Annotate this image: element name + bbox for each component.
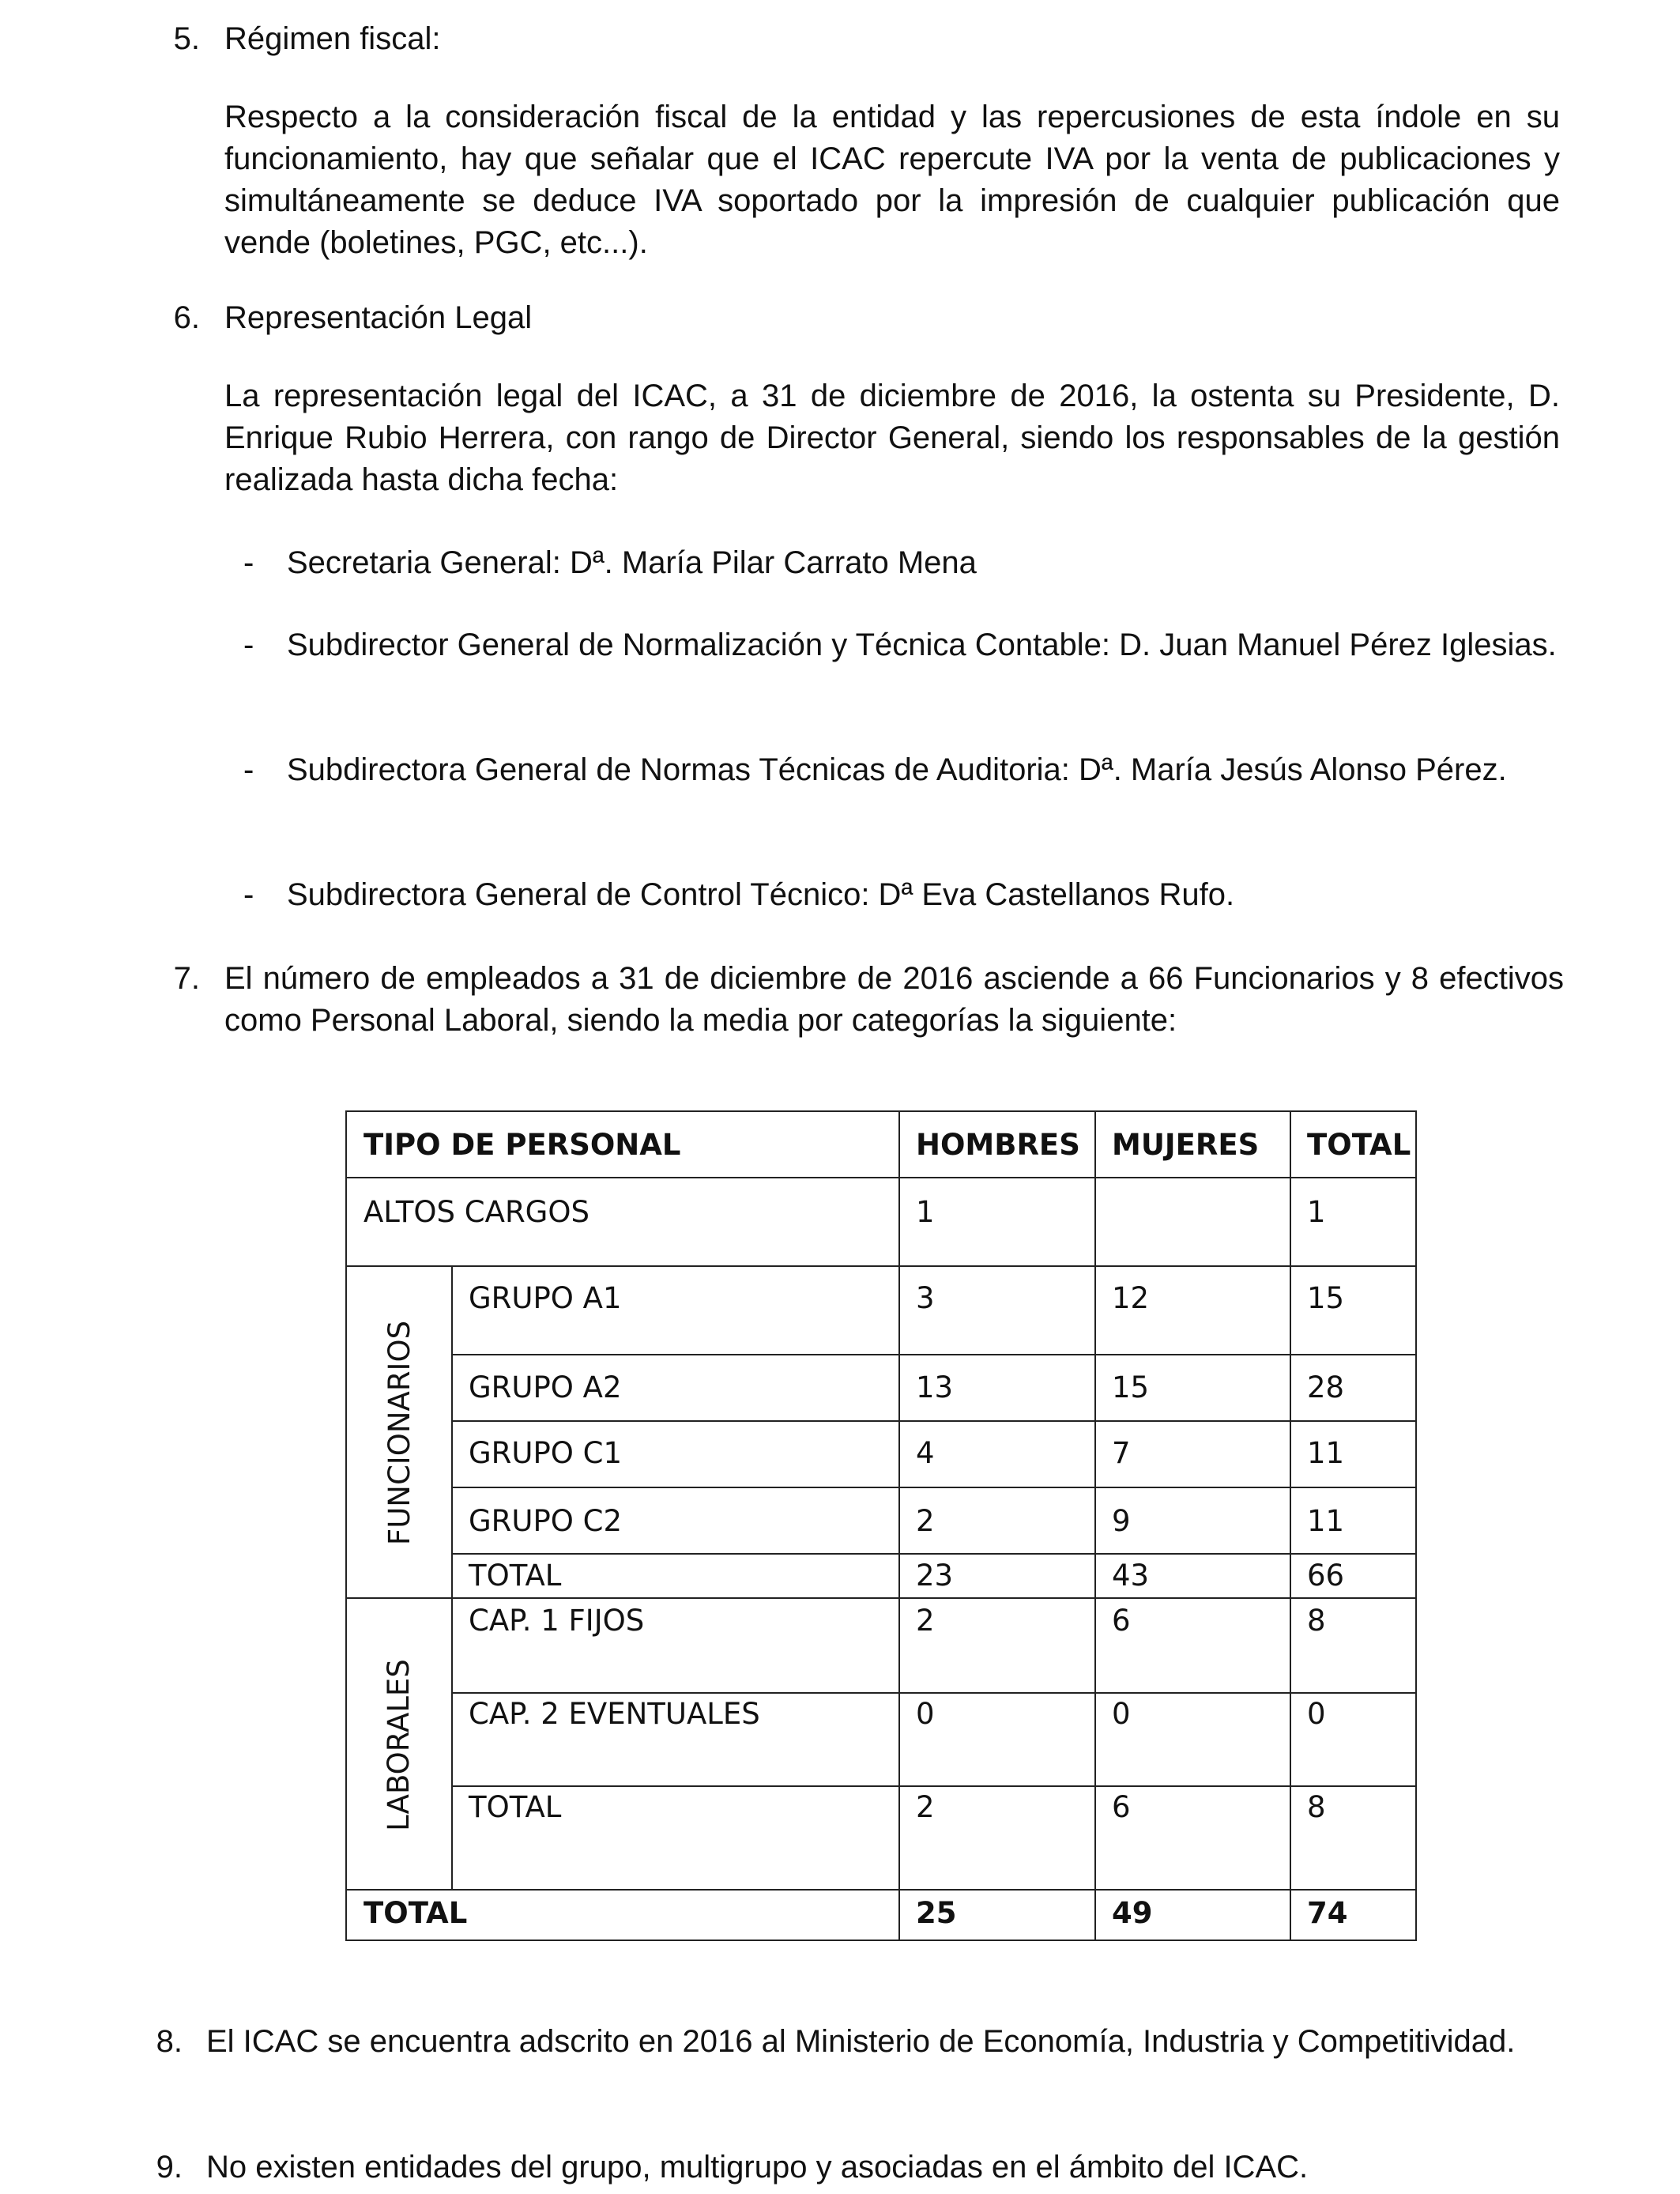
cell-hombres: 2 [916, 1604, 935, 1638]
grand-total-label: TOTAL [363, 1896, 468, 1930]
bullet-dash: - [243, 628, 254, 662]
item-5-number: 5. [173, 21, 200, 56]
bullet-item: Secretaria General: Dª. María Pilar Carrato Mena [287, 545, 977, 580]
row-label: TOTAL [469, 1790, 562, 1824]
cell-mujeres: 9 [1112, 1504, 1131, 1538]
cell-total: 0 [1307, 1697, 1326, 1731]
row-label: GRUPO A2 [469, 1370, 622, 1404]
cell-hombres: 4 [916, 1436, 935, 1470]
cell-hombres: 23 [916, 1559, 954, 1593]
row-label: GRUPO C1 [469, 1436, 623, 1470]
cell-hombres: 0 [916, 1697, 935, 1731]
grand-total-total: 74 [1307, 1896, 1348, 1930]
cell-hombres: 2 [916, 1504, 935, 1538]
bullet-item: Subdirector General de Normalización y Técnica Contable: D. Juan Manuel Pérez Iglesias. [287, 628, 1557, 662]
staff-table [345, 1110, 1417, 1941]
cell-total: 11 [1307, 1436, 1345, 1470]
item-6-number: 6. [173, 300, 200, 335]
cell-hombres: 1 [916, 1195, 935, 1229]
bullet-dash: - [243, 752, 254, 787]
row-label: TOTAL [469, 1559, 562, 1593]
cell-mujeres: 0 [1112, 1697, 1131, 1731]
row-label: ALTOS CARGOS [363, 1195, 590, 1229]
cell-total: 11 [1307, 1504, 1345, 1538]
cell-hombres: 13 [916, 1370, 954, 1404]
item-7-paragraph: El número de empleados a 31 de diciembre de 2016 asciende a 66 Funcionarios y 8 efectivos como Personal Laboral, siendo la media por categorías la siguiente: [224, 961, 1564, 1038]
item-6-title: Representación Legal [224, 300, 533, 335]
cell-mujeres: 43 [1112, 1559, 1150, 1593]
grand-total-mujeres: 49 [1112, 1896, 1153, 1930]
cell-total: 28 [1307, 1370, 1345, 1404]
grand-total-hombres: 25 [916, 1896, 957, 1930]
item-5-title: Régimen fiscal: [224, 21, 441, 56]
cell-hombres: 2 [916, 1790, 935, 1824]
header-tipo: TIPO DE PERSONAL [363, 1128, 681, 1162]
cell-mujeres: 6 [1112, 1790, 1131, 1824]
bullet-item: Subdirectora General de Normas Técnicas de Auditoria: Dª. María Jesús Alonso Pérez. [287, 752, 1507, 787]
item-6-paragraph: La representación legal del ICAC, a 31 de diciembre de 2016, la ostenta su Presidente, D. Enrique Rubio Herrera, con rango de Director General, siendo los responsables de la gestión realizada hasta dicha fecha: [224, 379, 1560, 497]
cell-total: 8 [1307, 1790, 1326, 1824]
cell-mujeres: 7 [1112, 1436, 1131, 1470]
item-9-paragraph: No existen entidades del grupo, multigrupo y asociadas en el ámbito del ICAC. [206, 2150, 1309, 2185]
row-label: CAP. 2 EVENTUALES [469, 1697, 760, 1731]
cell-mujeres: 12 [1112, 1281, 1150, 1315]
cell-total: 15 [1307, 1281, 1345, 1315]
cell-mujeres: 15 [1112, 1370, 1150, 1404]
bullet-item: Subdirectora General de Control Técnico: Dª Eva Castellanos Rufo. [287, 877, 1235, 912]
item-9-number: 9. [156, 2150, 183, 2185]
row-label: CAP. 1 FIJOS [469, 1604, 645, 1638]
group-label-funcionarios: FUNCIONARIOS [382, 1320, 416, 1546]
header-total: TOTAL [1307, 1128, 1411, 1162]
row-label: GRUPO A1 [469, 1281, 622, 1315]
item-7-number: 7. [173, 961, 200, 996]
cell-total: 8 [1307, 1604, 1326, 1638]
cell-hombres: 3 [916, 1281, 935, 1315]
bullet-dash: - [243, 877, 254, 912]
cell-mujeres: 6 [1112, 1604, 1131, 1638]
item-5-paragraph: Respecto a la consideración fiscal de la entidad y las repercusiones de esta índole en su funcionamiento, hay que señalar que el ICAC repercute IVA por la venta de publicaciones y simultáneamente se deduce IVA soportado por la impresión de cualquier publicación que vende (boletines, PGC, etc...). [224, 100, 1560, 260]
cell-total: 1 [1307, 1195, 1326, 1229]
bullet-dash: - [243, 545, 254, 580]
header-hombres: HOMBRES [916, 1128, 1080, 1162]
header-mujeres: MUJERES [1112, 1128, 1260, 1162]
item-8-paragraph: El ICAC se encuentra adscrito en 2016 al Ministerio de Economía, Industria y Competitividad. [206, 2024, 1516, 2059]
item-8-number: 8. [156, 2024, 183, 2059]
row-label: GRUPO C2 [469, 1504, 623, 1538]
group-label-laborales: LABORALES [382, 1659, 416, 1831]
cell-total: 66 [1307, 1559, 1345, 1593]
